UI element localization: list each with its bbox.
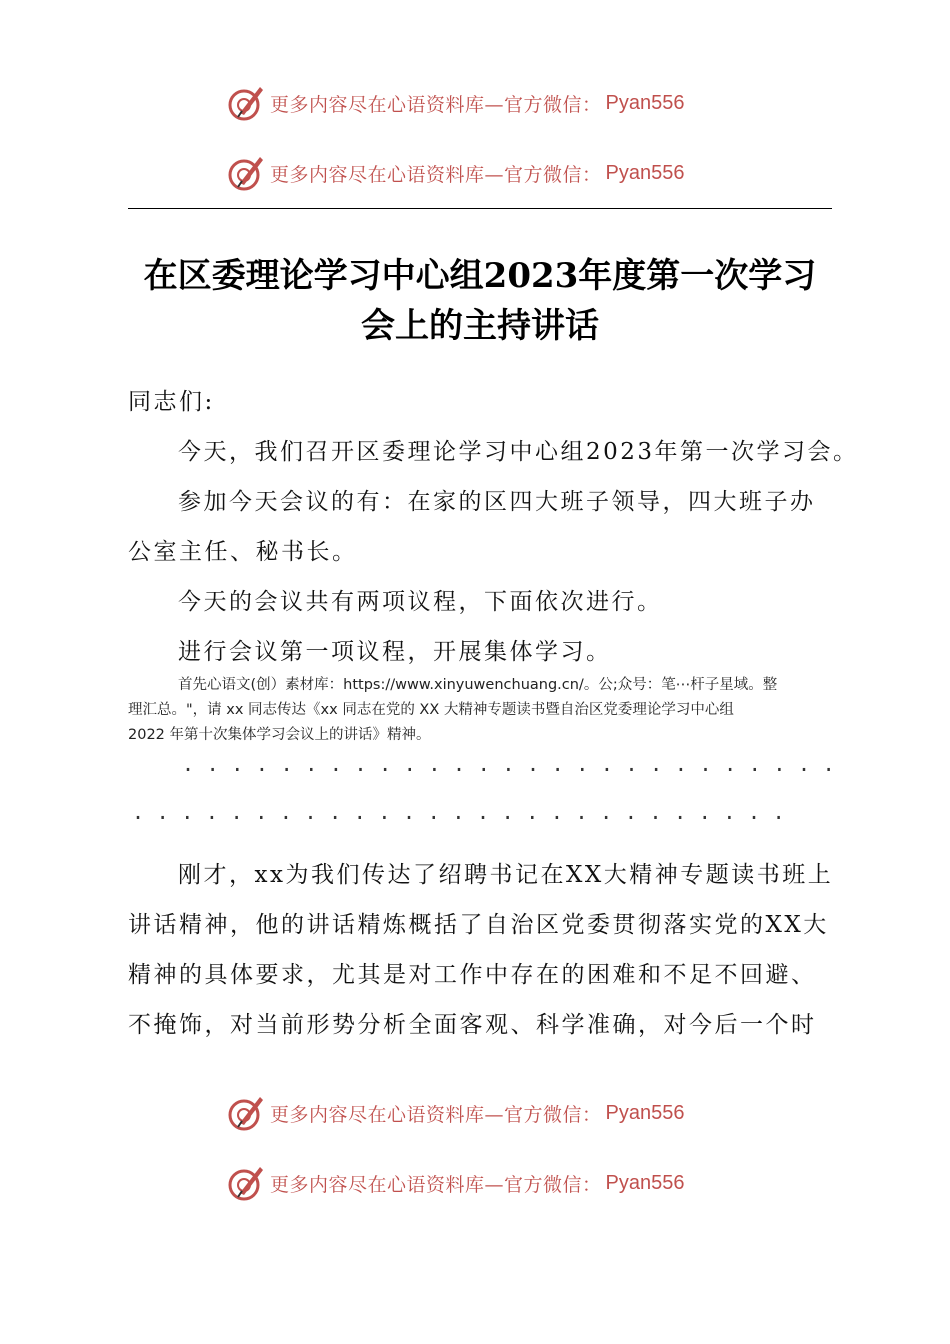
- watermark-text: 更多内容尽在心语资料库—官方微信：: [270, 1173, 602, 1196]
- note-line-1: 首先心语文(创）素材库：https://www.xinyuwenchuang.cn/。公;众号：笔⋯杆子星域。整: [178, 677, 778, 693]
- paragraph-5-line-3: 精神的具体要求，尤其是对工作中存在的困难和不足不回避、: [128, 962, 817, 988]
- quill-logo-icon: [226, 153, 266, 193]
- paragraph-5-line-4: 不掩饰，对当前形势分析全面客观、科学准确，对今后一个时: [128, 1012, 817, 1038]
- watermark-banner: [226, 153, 684, 193]
- watermark-banner: [226, 1093, 684, 1133]
- watermark-banner: [226, 83, 684, 123]
- paragraph-3: 今天的会议共有两项议程，下面依次进行。: [178, 589, 663, 615]
- paragraph-5-line-2: 讲话精神，他的讲话精炼概括了自治区党委贯彻落实党的XX大: [128, 912, 829, 938]
- header-divider: [128, 208, 832, 209]
- watermark-id: Pyan556: [605, 1171, 685, 1194]
- watermark-id: Pyan556: [605, 91, 685, 114]
- paragraph-4: 进行会议第一项议程，开展集体学习。: [178, 639, 612, 665]
- note-line-2: 理汇总。"，请 xx 同志传达《xx 同志在党的 XX 大精神专题读书暨自治区党委理论学习中心组: [128, 702, 734, 718]
- paragraph-5-line-1: 刚才，xx为我们传达了绍聘书记在XX大精神专题读书班上: [178, 862, 834, 888]
- watermark-banner: [226, 1163, 684, 1203]
- note-line-3: 2022 年第十次集体学习会议上的讲话》精神。: [128, 727, 431, 743]
- watermark-text: 更多内容尽在心语资料库—官方微信：: [270, 1103, 602, 1126]
- watermark-id: Pyan556: [605, 1101, 685, 1124]
- ellipsis-row-1: ...........................: [182, 752, 848, 776]
- salutation: 同志们:: [128, 389, 215, 415]
- watermark-text: 更多内容尽在心语资料库—官方微信：: [270, 163, 602, 186]
- ellipsis-row-2: ...........................: [132, 800, 798, 824]
- quill-logo-icon: [226, 1093, 266, 1133]
- title-line-2: 会上的主持讲话: [361, 306, 599, 346]
- watermark-id: Pyan556: [605, 161, 685, 184]
- paragraph-2-line-1: 参加今天会议的有：在家的区四大班子领导，四大班子办: [178, 489, 816, 515]
- paragraph-1: 今天，我们召开区委理论学习中心组2023年第一次学习会。: [178, 439, 859, 465]
- watermark-text: 更多内容尽在心语资料库—官方微信：: [270, 93, 602, 116]
- quill-logo-icon: [226, 83, 266, 123]
- quill-logo-icon: [226, 1163, 266, 1203]
- paragraph-2-line-2: 公室主任、秘书长。: [128, 539, 358, 565]
- title-line-1: 在区委理论学习中心组2023年度第一次学习: [143, 256, 817, 296]
